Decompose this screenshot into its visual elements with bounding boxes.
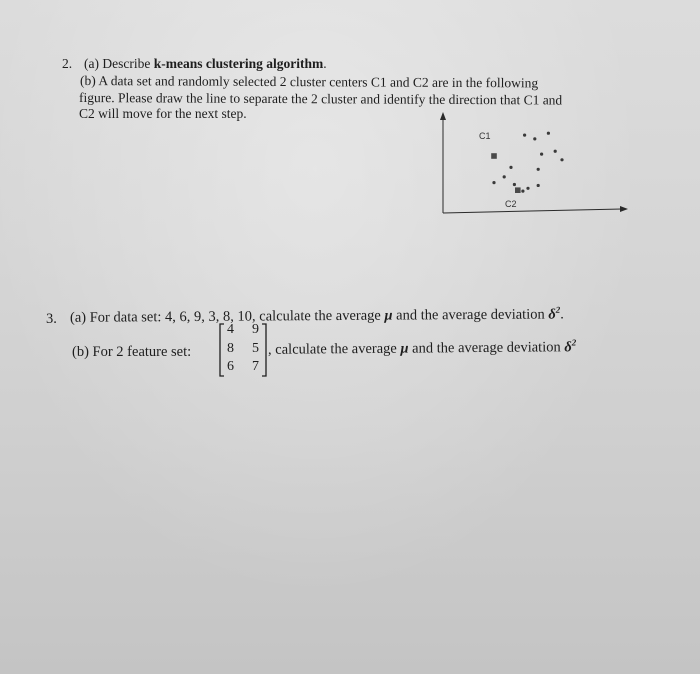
matrix-cell: 5 <box>252 341 259 356</box>
data-point <box>526 187 529 190</box>
q3-number: 3. <box>46 311 57 327</box>
data-point <box>509 166 512 169</box>
center-marker-c1 <box>491 153 497 159</box>
data-point <box>513 183 516 186</box>
data-point <box>533 137 536 140</box>
q2-a-bold: k-means clustering algorithm <box>153 56 324 71</box>
q3-part-b-prefix: (b) For 2 feature set: <box>72 344 192 360</box>
c2-label: C2 <box>505 199 517 209</box>
delta-exponent: 2 <box>555 304 561 315</box>
q2-a-suffix: . <box>323 56 327 71</box>
q2-number: 2. <box>62 56 73 71</box>
data-point <box>547 132 550 135</box>
mu-symbol: μ <box>384 307 393 324</box>
y-axis-arrow <box>440 112 446 120</box>
delta-symbol <box>548 306 560 322</box>
data-point <box>503 175 506 178</box>
q3-part-b-suffix <box>268 337 576 359</box>
matrix-cell: 4 <box>227 322 234 337</box>
data-point <box>537 184 540 187</box>
delta-exponent: 2 <box>571 337 577 348</box>
figure-axes <box>443 118 622 213</box>
data-point <box>521 190 524 193</box>
data-point <box>523 134 526 137</box>
matrix-brackets <box>218 322 268 378</box>
q2-part-b-line1: (b) A data set and randomly selected 2 cluster centers C1 and C2 are in the following <box>79 73 539 91</box>
q3-b-suffix: , calculate the average <box>267 340 397 358</box>
data-point <box>537 168 540 171</box>
q2-a-prefix: (a) Describe <box>84 56 154 71</box>
matrix-cell: 8 <box>227 341 234 356</box>
q3-part-a <box>70 305 564 327</box>
x-axis <box>443 209 622 213</box>
center-marker-c2 <box>515 187 521 193</box>
matrix-cell: 7 <box>252 359 259 374</box>
q2-part-b-line2: figure. Please draw the line to separate the 2 cluster and identify the direction that C1 and <box>78 90 563 108</box>
q2-part-b-line3: C2 will move for the next step. <box>79 106 247 121</box>
delta-symbol <box>564 339 576 355</box>
data-point <box>554 150 557 153</box>
data-point <box>492 181 495 184</box>
q3-a-end: . <box>560 306 564 323</box>
q3-a-text: (a) For data set: 4, 6, 9, 3, 8, 10, calculate the average <box>69 307 381 326</box>
matrix-cell: 9 <box>252 322 259 337</box>
delta-char: δ <box>564 339 572 356</box>
data-points <box>492 132 563 193</box>
data-point <box>560 158 563 161</box>
delta-char: δ <box>548 306 556 323</box>
q3-b-mid: and the average deviation <box>412 339 561 357</box>
feature-matrix <box>218 322 268 378</box>
matrix-cell: 6 <box>227 359 234 374</box>
x-axis-arrow <box>620 206 628 212</box>
q3-a-mid: and the average deviation <box>396 306 545 324</box>
mu-symbol: μ <box>400 340 409 357</box>
c1-label: C1 <box>479 131 491 141</box>
data-point <box>540 153 543 156</box>
cluster-centers <box>491 153 520 193</box>
